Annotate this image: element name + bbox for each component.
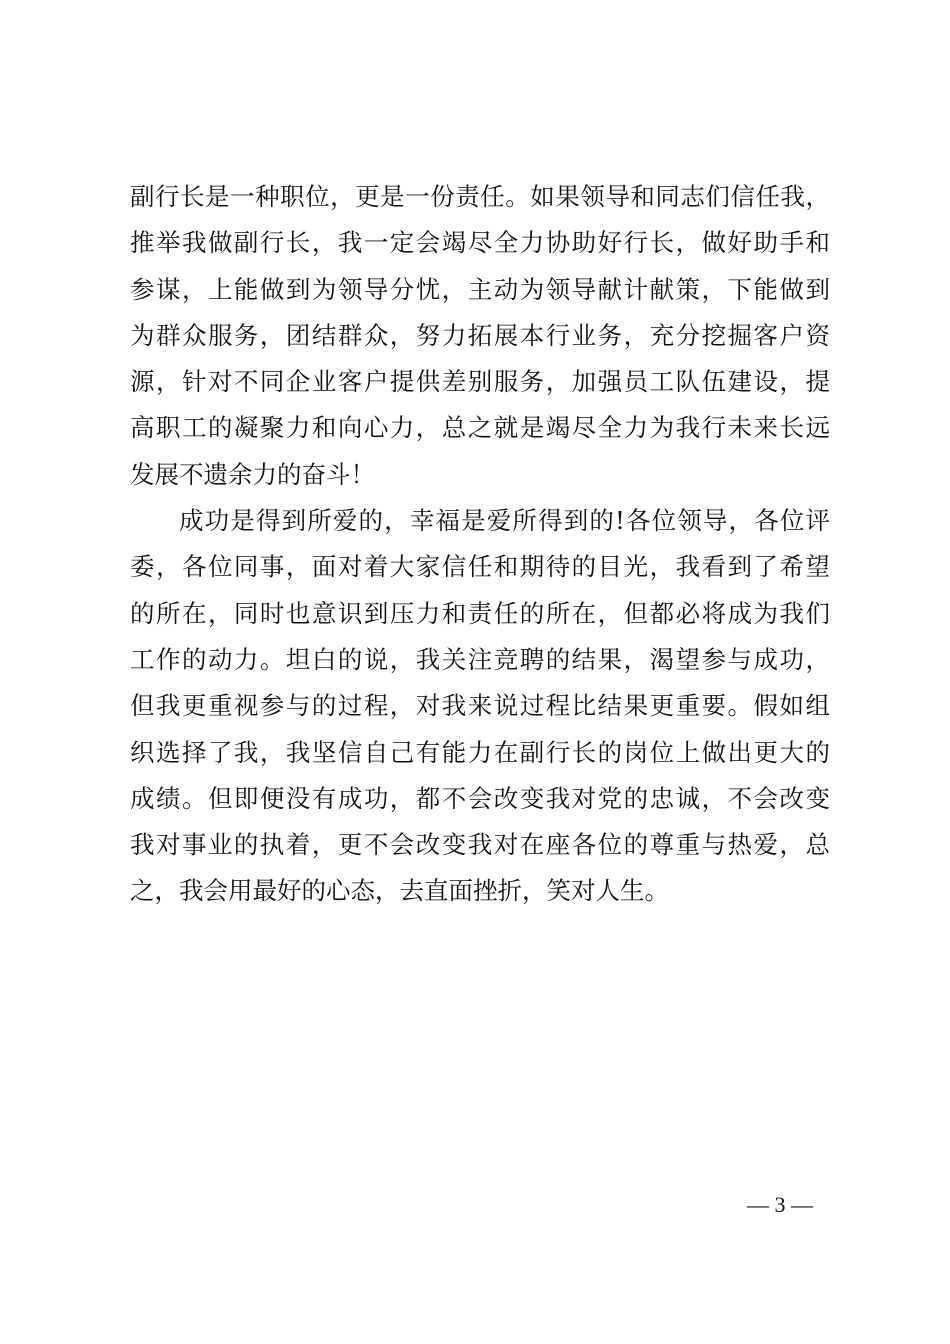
paragraph-line: 委，各位同事，面对着大家信任和期待的目光，我看到了希望 bbox=[130, 552, 830, 582]
paragraph-line: 源，针对不同企业客户提供差别服务，加强员工队伍建设，提 bbox=[130, 367, 830, 397]
page-number: — 3 — bbox=[747, 1192, 813, 1217]
paragraph-line: 工作的动力。坦白的说，我关注竞聘的结果，渴望参与成功， bbox=[130, 644, 830, 674]
paragraph-line: 为群众服务，团结群众，努力拓展本行业务，充分挖掘客户资 bbox=[130, 320, 830, 350]
paragraph-line: 我对事业的执着，更不会改变我对在座各位的尊重与热爱，总 bbox=[130, 830, 830, 860]
paragraph-line: 成绩。但即便没有成功，都不会改变我对党的忠诚，不会改变 bbox=[130, 783, 830, 813]
paragraph-line: 的所在，同时也意识到压力和责任的所在，但都必将成为我们 bbox=[130, 598, 830, 628]
paragraph-line: 副行长是一种职位，更是一份责任。如果领导和同志们信任我， bbox=[130, 182, 830, 211]
paragraph-line: 推举我做副行长，我一定会竭尽全力协助好行长，做好助手和 bbox=[130, 228, 830, 258]
paragraph-line: 参谋，上能做到为领导分忧，主动为领导献计献策，下能做到 bbox=[130, 274, 830, 304]
paragraph-line: 成功是得到所爱的，幸福是爱所得到的!各位领导，各位评 bbox=[179, 506, 830, 536]
paragraph-line: 但我更重视参与的过程，对我来说过程比结果更重要。假如组 bbox=[130, 691, 830, 721]
paragraph-2 bbox=[130, 498, 830, 915]
paragraph-line: 发展不遗余力的奋斗！ bbox=[130, 459, 375, 489]
paragraph-line: 之，我会用最好的心态，去直面挫折，笑对人生。 bbox=[130, 876, 669, 906]
paragraph-line: 高职工的凝聚力和向心力，总之就是竭尽全力为我行未来长远 bbox=[130, 413, 830, 443]
paragraph-1 bbox=[130, 174, 830, 498]
paragraph-line: 织选择了我，我坚信自己有能力在副行长的岗位上做出更大的 bbox=[130, 737, 830, 767]
document-body bbox=[130, 174, 830, 915]
